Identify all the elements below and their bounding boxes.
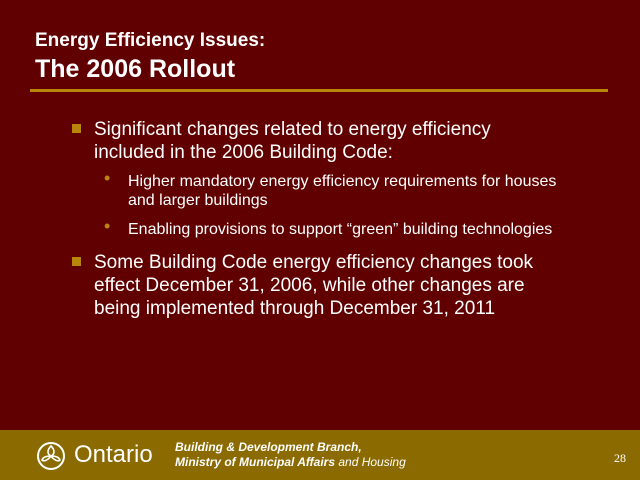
branch-line-1: Building & Development Branch, <box>175 440 362 454</box>
bullet-item <box>70 251 560 320</box>
ontario-trillium-logo-icon <box>36 441 66 471</box>
footer-bar <box>0 430 640 480</box>
square-bullet-icon <box>72 124 81 133</box>
slide-subtitle: Energy Efficiency Issues: <box>35 30 266 51</box>
ministry-suffix: and Housing <box>335 455 406 469</box>
sub-bullet-text: Enabling provisions to support “green” building technologies <box>128 221 553 238</box>
square-bullet-icon <box>72 257 81 266</box>
bullet-text: Some Building Code energy efficiency changes took effect December 31, 2006, while other changes are being implemented through December 31, 2011 <box>94 252 534 319</box>
sub-bullet-item <box>102 216 560 239</box>
branch-info <box>175 440 406 470</box>
ministry-name: Ministry of Municipal Affairs <box>175 455 336 469</box>
page-number: 28 <box>614 451 626 465</box>
sub-bullet-text: Higher mandatory energy efficiency requirements for houses and larger buildings <box>128 173 557 209</box>
sub-bullet-item <box>102 168 560 210</box>
bullet-item <box>70 118 560 239</box>
round-bullet-icon: • <box>104 168 111 188</box>
ontario-wordmark: Ontario <box>74 441 153 468</box>
title-block <box>35 30 265 84</box>
round-bullet-icon: • <box>104 216 111 236</box>
title-divider <box>30 89 608 92</box>
slide-title: The 2006 Rollout <box>35 55 236 83</box>
bullet-text: Significant changes related to energy efficiency included in the 2006 Building Code: <box>94 119 491 163</box>
branch-line-2 <box>175 455 406 470</box>
sub-bullet-list <box>94 168 560 239</box>
content-area <box>70 118 560 332</box>
